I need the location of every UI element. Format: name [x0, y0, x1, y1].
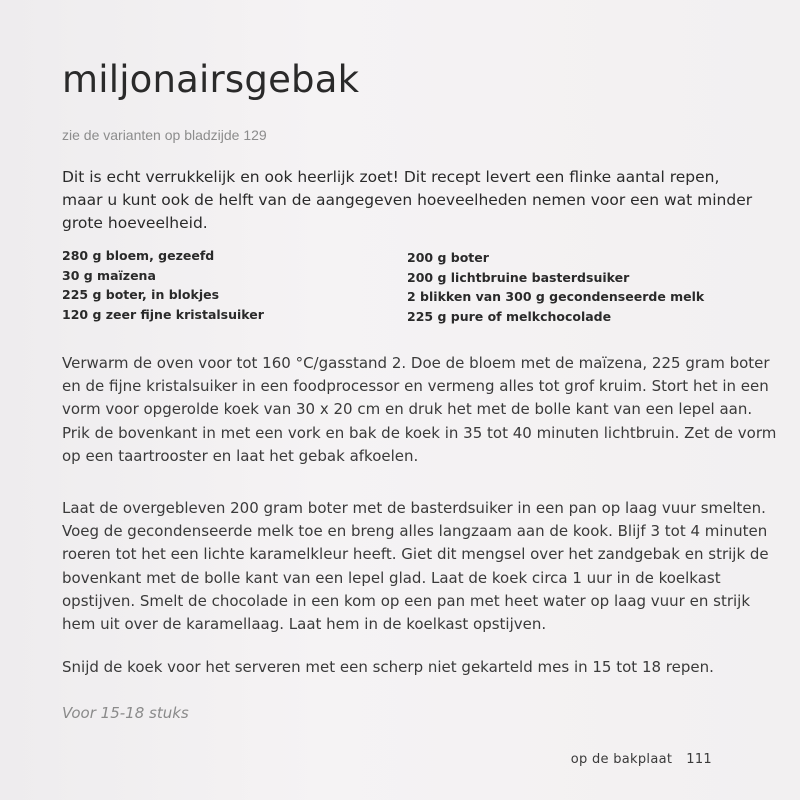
- section-name: op de bakplaat: [570, 752, 673, 767]
- page-number: 111: [686, 752, 712, 767]
- ingredient-item: 2 blikken van 300 g gecondenseerde melk: [407, 289, 705, 304]
- recipe-title: miljonairsgebak: [62, 58, 360, 101]
- ingredient-item: 280 g bloem, gezeefd: [62, 248, 215, 263]
- ingredients-list-right: [407, 248, 704, 326]
- ingredient-item: 30 g maïzena: [62, 267, 156, 283]
- recipe-yield: Voor 15-18 stuks: [62, 704, 189, 722]
- page-footer: [571, 752, 712, 767]
- method-step-3: Snijd de koek voor het serveren met een scherp niet gekarteld mes in 15 tot 18 repen.: [62, 658, 714, 676]
- ingredient-item: 225 g boter, in blokjes: [62, 287, 220, 302]
- ingredient-item: 200 g boter: [407, 250, 489, 265]
- recipe-intro: Dit is echt verrukkelijk en ook heerlijk zoet! Dit recept levert een flinke aantal repen, maar u kunt ook de helft van de aangegeven hoeveelheden nemen voor een wat minder grote hoeveelheid.: [62, 168, 753, 232]
- ingredients-list-left: [62, 246, 264, 324]
- ingredient-item: 225 g pure of melkchocolade: [407, 308, 612, 324]
- ingredient-item: 120 g zeer fijne kristalsuiker: [62, 306, 264, 322]
- variants-reference: zie de varianten op bladzijde 129: [62, 127, 267, 143]
- method-step-2: Laat de overgebleven 200 gram boter met de basterdsuiker in een pan op laag vuur smelten. Voeg de gecondenseerde melk toe en breng alles langzaam aan de kook. Blijf 3 tot 4 minuten roeren tot het een lichte karamelkleur heeft. Giet dit mengsel over het zandgebak en strijk de bovenkant met de bolle kant van een lepel glad. Laat de koek circa 1 uur in de koelkast opstijven. Smelt de chocolade in een kom op een pan met heet water op laag vuur en strijk hem uit over de karamellaag. Laat hem in de koelkast opstijven.: [62, 499, 769, 634]
- ingredient-item: 200 g lichtbruine basterdsuiker: [407, 269, 630, 285]
- method-step-1: Verwarm de oven voor tot 160 °C/gasstand 2. Doe de bloem met de maïzena, 225 gram boter en de fijne kristalsuiker in een foodprocessor en vermeng alles tot grof kruim. Stort het in een vorm voor opgerolde koek van 30 x 20 cm en druk het met de bolle kant van een lepel aan. Prik de bovenkant in met een vork en bak de koek in 35 tot 40 minuten lichtbruin. Zet de vorm op een taartrooster en laat het gebak afkoelen.: [62, 354, 777, 465]
